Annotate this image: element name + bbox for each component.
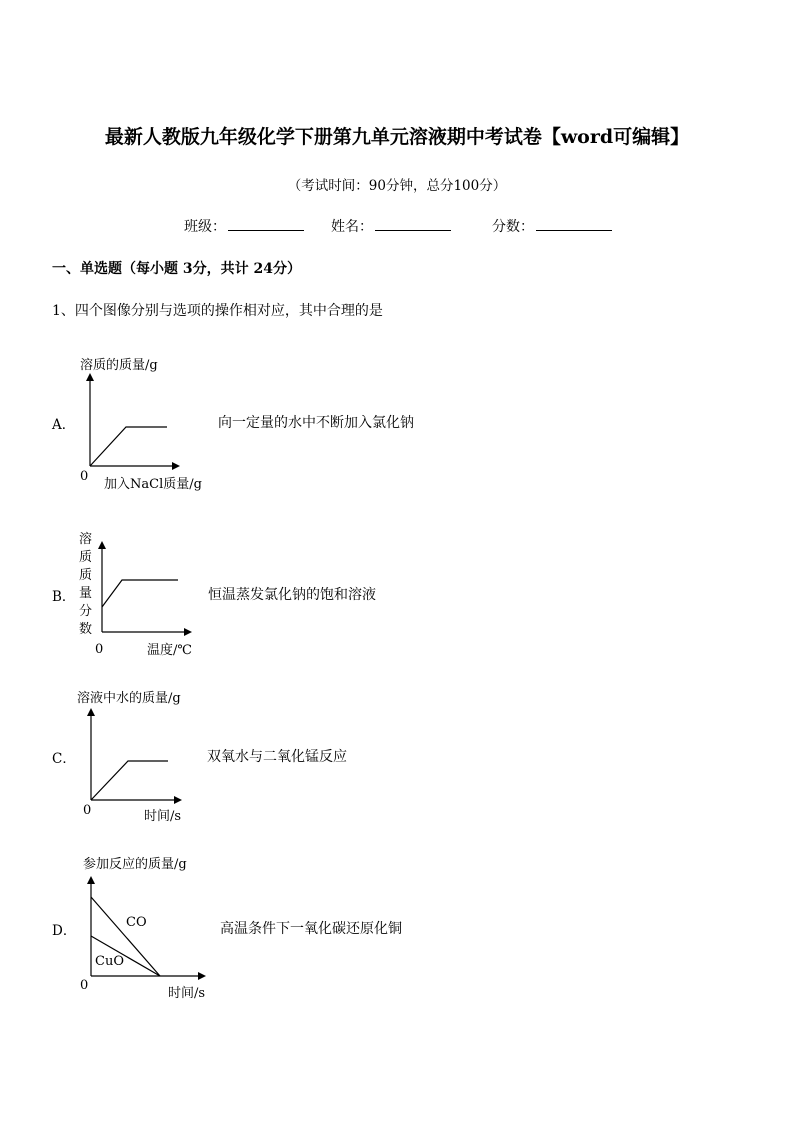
- option-d-description: 高温条件下一氧化碳还原化铜: [220, 921, 402, 937]
- graph-b-ylabel-1: 溶: [79, 532, 93, 547]
- graph-b-ylabel-6: 数: [79, 622, 93, 637]
- graph-d-ylabel: 参加反应的质量/g: [83, 857, 187, 872]
- option-d-letter[interactable]: D．: [52, 923, 77, 939]
- class-blank[interactable]: [228, 218, 304, 231]
- option-b-description: 恒温蒸发氯化钠的饱和溶液: [208, 587, 376, 603]
- graph-c-xlabel: 时间/s: [144, 809, 182, 824]
- option-b-letter[interactable]: B．: [52, 589, 76, 605]
- graph-a-origin: 0: [80, 469, 89, 484]
- graph-c: [70, 683, 230, 833]
- graph-a-xlabel: 加入NaCl质量/g: [104, 477, 202, 492]
- score-blank[interactable]: [536, 218, 612, 231]
- graph-a: [70, 350, 220, 500]
- name-field: [331, 216, 451, 236]
- graph-c-ylabel: 溶液中水的质量/g: [77, 691, 181, 706]
- option-c-description: 双氧水与二氧化锰反应: [207, 749, 347, 765]
- score-field: [492, 216, 612, 236]
- graph-d-y-arrow: [87, 876, 95, 884]
- graph-b-ylabel-4: 量: [79, 586, 93, 601]
- graph-b-x-arrow: [184, 628, 192, 636]
- graph-a-ylabel: 溶质的质量/g: [80, 358, 158, 373]
- graph-a-x-arrow: [172, 462, 180, 470]
- name-label: 姓名：: [331, 219, 373, 235]
- graph-c-curve: [91, 761, 168, 800]
- graph-b-ylabel-3: 质: [79, 568, 93, 583]
- graph-b: [70, 525, 210, 665]
- graph-b-xlabel: 温度/℃: [147, 643, 192, 658]
- graph-c-x-arrow: [174, 796, 182, 804]
- score-label: 分数：: [492, 219, 534, 235]
- name-blank[interactable]: [375, 218, 451, 231]
- graph-d: [70, 851, 230, 1011]
- graph-c-origin: 0: [83, 803, 92, 818]
- graph-d-co-label: CO: [126, 915, 147, 930]
- graph-d-cuo-label: CuO: [95, 954, 124, 969]
- graph-a-y-arrow: [86, 373, 94, 381]
- class-label: 班级：: [184, 219, 226, 235]
- exam-info: （考试时间：90分钟，总分100分）: [287, 178, 507, 194]
- graph-d-x-arrow: [198, 972, 206, 980]
- graph-b-ylabel-2: 质: [79, 550, 93, 565]
- graph-b-y-arrow: [98, 541, 106, 549]
- document-title: 最新人教版九年级化学下册第九单元溶液期中考试卷【word可编辑】: [104, 126, 690, 148]
- question-1-text: 1、四个图像分别与选项的操作相对应，其中合理的是: [52, 303, 383, 319]
- class-field: [184, 216, 304, 236]
- option-a-letter[interactable]: A．: [52, 417, 76, 433]
- graph-b-origin: 0: [95, 642, 104, 657]
- graph-c-y-arrow: [87, 708, 95, 716]
- section-heading: 一、单选题（每小题 3分，共计 24分）: [52, 261, 301, 277]
- option-c-letter[interactable]: C．: [52, 751, 76, 767]
- option-a-description: 向一定量的水中不断加入氯化钠: [218, 415, 414, 431]
- graph-b-ylabel-5: 分: [79, 604, 93, 619]
- graph-b-curve: [102, 580, 178, 607]
- graph-d-xlabel: 时间/s: [168, 986, 206, 1001]
- graph-a-curve: [90, 427, 167, 466]
- graph-d-origin: 0: [80, 978, 89, 993]
